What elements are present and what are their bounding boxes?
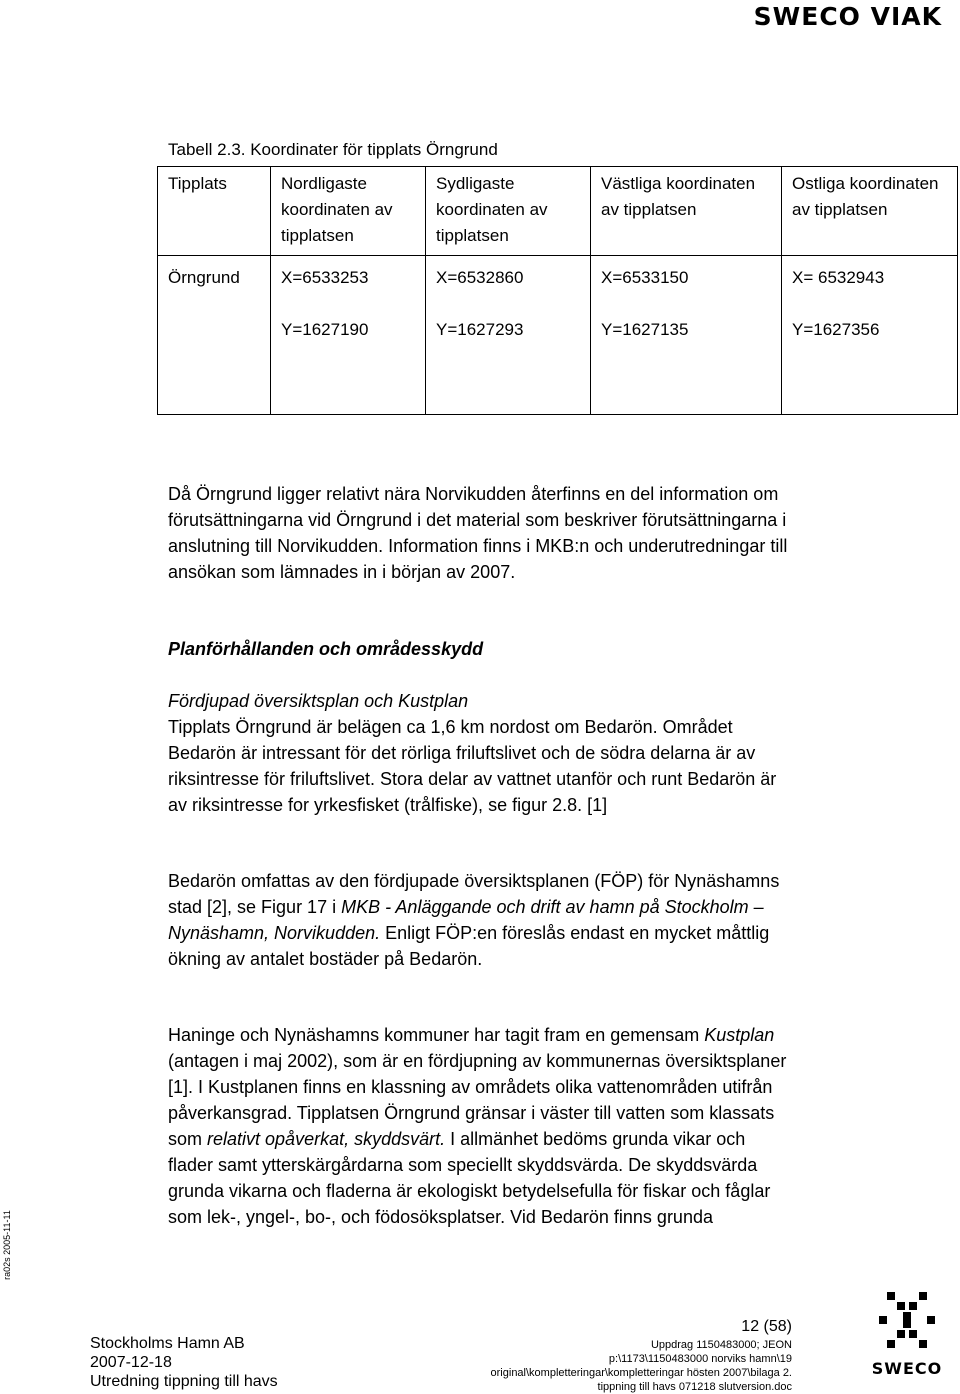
row-name: Örngrund	[158, 256, 271, 415]
text: Haninge och Nynäshamns kommuner har tagit fram en gemensam	[168, 1025, 705, 1045]
paragraph-kustplan	[168, 1022, 788, 1230]
cell-x: X=6533253	[281, 268, 369, 287]
table-caption: Tabell 2.3. Koordinater för tipplats Örngrund	[168, 140, 498, 159]
classification-term: relativt opåverkat, skyddsvärt.	[207, 1129, 446, 1149]
text: Enligt FÖP:en föreslås endast en mycket måttlig ökning av antalet bostäder på Bedarön.	[168, 923, 770, 969]
footer-left	[90, 1334, 278, 1391]
text: Bedarön omfattas av den fördjupade översiktsplanen (FÖP) för Nynäshamns stad [2], se Figur 17 i	[168, 871, 780, 917]
text: I allmänhet bedöms grunda vikar och flader samt ytterskärgårdarna som speciellt skyddsvärda. De skyddsvärda grunda vikarna och fladerna är ekologiskt betydelsefulla för fiskar och fåglar som lek-, yngel-, bo-, och födosöksplatser. Vid Bedarön finns grunda	[168, 1129, 771, 1227]
cell-ostliga	[782, 256, 958, 415]
kustplan-term: Kustplan	[704, 1025, 775, 1045]
coordinates-table	[157, 166, 958, 415]
cell-nordligaste	[271, 256, 426, 415]
cell-y: Y=1627293	[436, 320, 524, 339]
sweco-logo-text: SWECO	[871, 1359, 943, 1378]
text: (antagen i maj 2002), som är en fördjupning av kommunernas översiktsplaner [1]. I Kustplanen finns en klassning av områdets olika vattenområden utifrån påverkansgrad. Tipplatsen Örngrund gränsar i väster till vatten som klassats som	[168, 1051, 787, 1149]
header-ostliga: Ostliga koordinaten av tipplatsen	[782, 167, 958, 256]
header-nordligaste: Nordligaste koordinaten av tipplatsen	[271, 167, 426, 256]
footer-path: original\kompletteringar\kompletteringar hösten 2007\bilaga 2.	[490, 1367, 792, 1379]
footer-path: tippning till havs 071218 slutversion.doc	[597, 1381, 792, 1393]
footer-company: Stockholms Hamn AB	[90, 1335, 245, 1352]
template-code: ra02s 2005-11-11	[1, 1210, 12, 1280]
sweco-logo	[868, 1288, 946, 1378]
cell-y: Y=1627135	[601, 320, 689, 339]
footer-path: p:\1173\1150483000 norviks hamn\19	[608, 1353, 792, 1365]
paragraph-location: Tipplats Örngrund är belägen ca 1,6 km nordost om Bedarön. Området Bedarön är intressant för det rörliga friluftslivet och de södra delarna är av riksintresse för friluftslivet. Stora delar av vattnet utanför och runt Bedarön är av riksintresse for yrkesfisket (trålfiske), se figur 2.8. [1]	[168, 717, 777, 815]
table-header-row	[158, 167, 958, 256]
header-sydligaste: Sydligaste koordinaten av tipplatsen	[426, 167, 591, 256]
cell-y: Y=1627356	[792, 320, 880, 339]
cell-sydligaste	[426, 256, 591, 415]
paragraph-fop	[168, 868, 788, 972]
cell-y: Y=1627190	[281, 320, 369, 339]
section-heading: Planförhållanden och områdesskydd	[168, 639, 484, 659]
sweco-mark-icon	[875, 1288, 939, 1352]
sweco-viak-logo: SWECO VIAK	[753, 2, 942, 31]
footer-date: 2007-12-18	[90, 1354, 172, 1371]
footer-title: Utredning tippning till havs	[90, 1373, 278, 1390]
paragraph-intro: Då Örngrund ligger relativt nära Norvikudden återfinns en del information om förutsättningarna vid Örngrund i det material som beskriver förutsättningarna i anslutning till Norvikudden. Information finns i MKB:n och underutredningar till ansökan som lämnades in i början av 2007.	[168, 484, 788, 582]
header-tipplats: Tipplats	[158, 167, 271, 256]
footer-right	[491, 1316, 792, 1394]
header-vastliga: Västliga koordinaten av tipplatsen	[591, 167, 782, 256]
mkb-reference: MKB - Anläggande och drift av hamn på Stockholm – Nynäshamn, Norvikudden.	[168, 897, 764, 943]
cell-x: X= 6532943	[792, 268, 885, 287]
page-number: 12 (58)	[741, 1318, 792, 1335]
subsection-heading: Fördjupad översiktsplan och Kustplan	[168, 691, 469, 711]
table-row	[158, 256, 958, 415]
cell-x: X=6532860	[436, 268, 524, 287]
cell-x: X=6533150	[601, 268, 689, 287]
cell-vastliga	[591, 256, 782, 415]
footer-order: Uppdrag 1150483000; JEON	[650, 1339, 792, 1351]
